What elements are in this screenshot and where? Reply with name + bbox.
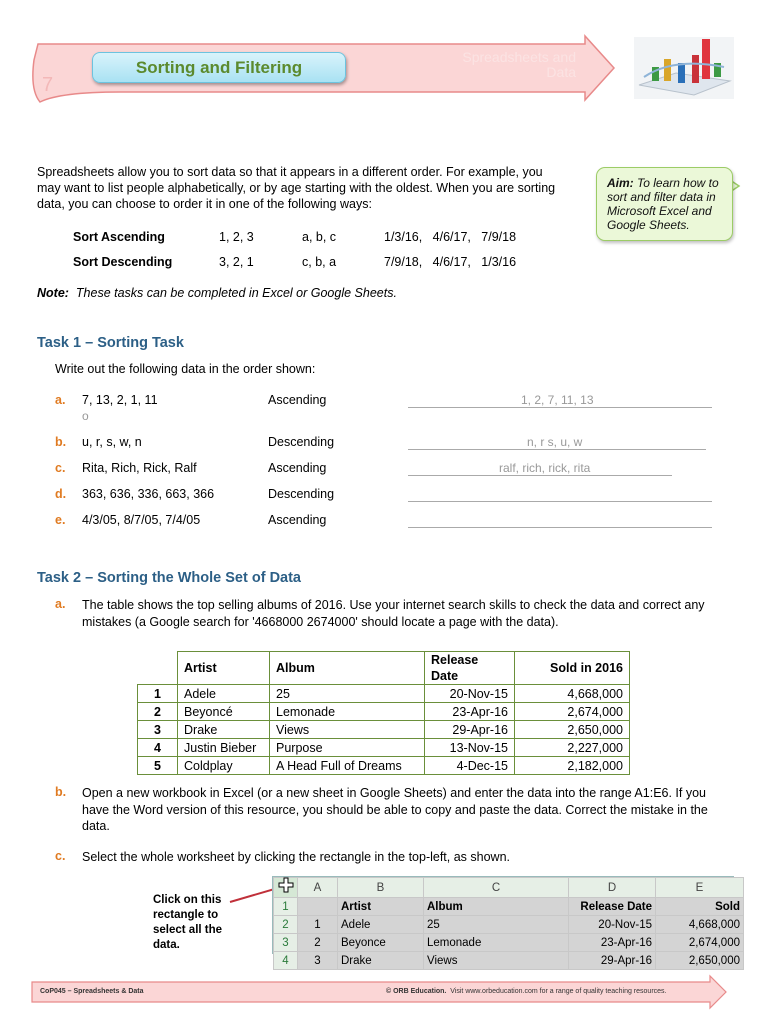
row-header[interactable]: 1 <box>274 898 298 916</box>
table-row <box>138 739 630 757</box>
item-data: 7, 13, 2, 1, 11 <box>82 393 158 407</box>
sort-numbers: 3, 2, 1 <box>219 255 254 269</box>
sheet-cell[interactable]: Lemonade <box>424 934 569 952</box>
sort-letters: a, b, c <box>302 230 337 244</box>
sheet-cell[interactable]: 1 <box>298 916 338 934</box>
row-header[interactable]: 3 <box>274 934 298 952</box>
item-order: Descending <box>268 487 335 501</box>
column-header[interactable]: E <box>656 878 744 898</box>
table-cell: 4,668,000 <box>515 685 630 703</box>
item-letter: a. <box>55 393 66 407</box>
sheet-cell[interactable]: Sold <box>656 898 744 916</box>
item-data: u, r, s, w, n <box>82 435 142 449</box>
footer-credit <box>386 988 667 995</box>
table-cell: Justin Bieber <box>178 739 270 757</box>
sheet-cell[interactable]: 2,674,000 <box>656 934 744 952</box>
table-header: Album <box>270 652 425 685</box>
table-cell: 3 <box>138 721 178 739</box>
table-cell: 29-Apr-16 <box>425 721 515 739</box>
item-letter: c. <box>55 461 66 475</box>
note-text: These tasks can be completed in Excel or Google Sheets. <box>75 286 397 300</box>
sort-dates: 7/9/18, 4/6/17, 1/3/16 <box>384 255 517 269</box>
table-cell: 13-Nov-15 <box>425 739 515 757</box>
item-answer: 1, 2, 7, 11, 13 <box>521 393 594 407</box>
table-row <box>138 685 630 703</box>
table-cell: Drake <box>178 721 270 739</box>
note-label: Note: <box>37 286 69 300</box>
table-cell: Purpose <box>270 739 425 757</box>
sheet-cell[interactable]: 4,668,000 <box>656 916 744 934</box>
header-subject-line1: Spreadsheets and <box>462 49 576 65</box>
sheet-row <box>274 898 744 916</box>
answer-line[interactable] <box>408 527 712 528</box>
item-order: Ascending <box>268 461 327 475</box>
row-header[interactable]: 2 <box>274 916 298 934</box>
note <box>37 286 397 300</box>
table-cell: 4 <box>138 739 178 757</box>
sheet-cell[interactable]: Views <box>424 952 569 970</box>
sheet-cell[interactable]: 23-Apr-16 <box>569 934 656 952</box>
sheet-cell[interactable]: 2,650,000 <box>656 952 744 970</box>
item-data: Rita, Rich, Rick, Ralf <box>82 461 197 475</box>
excel-screenshot <box>272 876 740 967</box>
table-corner <box>138 652 178 685</box>
header-subject-line2: Data <box>546 64 576 80</box>
3d-bar-chart-icon <box>634 37 734 99</box>
sort-dates: 1/3/16, 4/6/17, 7/9/18 <box>384 230 517 244</box>
table-row <box>138 703 630 721</box>
table-cell: Adele <box>178 685 270 703</box>
select-all-corner[interactable] <box>274 878 298 898</box>
answer-line[interactable] <box>408 501 712 502</box>
table-header: Artist <box>178 652 270 685</box>
item-data: 363, 636, 336, 663, 366 <box>82 487 215 501</box>
sheet-cell[interactable] <box>298 898 338 916</box>
item-data: 4/3/05, 8/7/05, 7/4/05 <box>82 513 201 527</box>
table-row <box>138 757 630 775</box>
task2-heading: Task 2 – Sorting the Whole Set of Data <box>37 570 301 586</box>
chapter-number: 7 <box>42 74 54 96</box>
footer-credit-text: Visit www.orbeducation.com for a range of quality teaching resources. <box>450 988 667 995</box>
sort-numbers: 1, 2, 3 <box>219 230 254 244</box>
table-cell: 2,227,000 <box>515 739 630 757</box>
sort-label: Sort Descending <box>73 255 173 269</box>
sheet-cell[interactable]: Release Date <box>569 898 656 916</box>
footer-code: CoP045 – Spreadsheets & Data <box>40 988 144 995</box>
sheet-cell[interactable]: Drake <box>338 952 424 970</box>
table-cell: Lemonade <box>270 703 425 721</box>
task2-item-text: Open a new workbook in Excel (or a new sheet in Google Sheets) and enter the data into the range A1:E6. If you have the Word version of this resource, you should be able to copy and paste the data. Correct the mistake in the data. <box>82 786 708 833</box>
albums-table <box>137 651 630 775</box>
sheet-cell[interactable]: Beyonce <box>338 934 424 952</box>
column-header[interactable]: D <box>569 878 656 898</box>
table-cell: 2 <box>138 703 178 721</box>
table-header: Sold in 2016 <box>515 652 630 685</box>
item-letter: d. <box>55 487 67 501</box>
table-cell: 20-Nov-15 <box>425 685 515 703</box>
answer-line[interactable] <box>408 407 712 408</box>
sheet-cell[interactable]: 29-Apr-16 <box>569 952 656 970</box>
sheet-row <box>274 934 744 952</box>
column-header[interactable]: A <box>298 878 338 898</box>
sheet-cell[interactable]: 20-Nov-15 <box>569 916 656 934</box>
footer-brand: © ORB Education. <box>386 988 447 995</box>
table-cell: 5 <box>138 757 178 775</box>
item-order: Descending <box>268 435 335 449</box>
intro-paragraph: Spreadsheets allow you to sort data so that it appears in a different order. For example, you may want to list people alphabetically, or by age starting with the oldest. When you are sorting data, you can choose to order it in one of the following ways: <box>37 165 556 211</box>
select-all-callout: Click on this rectangle to select all the data. <box>153 894 223 951</box>
table-cell: Beyoncé <box>178 703 270 721</box>
item-order: Ascending <box>268 393 327 407</box>
table-cell: 25 <box>270 685 425 703</box>
item-answer: n, r s, u, w <box>527 435 583 449</box>
item-letter: e. <box>55 513 66 527</box>
sheet-row <box>274 916 744 934</box>
table-cell: 2,650,000 <box>515 721 630 739</box>
sheet-cell[interactable]: 2 <box>298 934 338 952</box>
column-header[interactable]: C <box>424 878 569 898</box>
item-order: Ascending <box>268 513 327 527</box>
task2-item-letter: a. <box>55 597 66 611</box>
header-subject <box>420 50 576 80</box>
aim-label: Aim: <box>607 176 634 190</box>
task1-heading: Task 1 – Sorting Task <box>37 335 184 351</box>
task2-item-letter: c. <box>55 849 66 863</box>
table-cell: 1 <box>138 685 178 703</box>
row-header[interactable]: 4 <box>274 952 298 970</box>
table-row <box>138 721 630 739</box>
table-cell: 2,182,000 <box>515 757 630 775</box>
sheet-cell[interactable]: Adele <box>338 916 424 934</box>
crosshair-cursor-icon <box>279 878 293 892</box>
task1-instruction: Write out the following data in the order shown: <box>55 362 316 376</box>
answer-line[interactable] <box>408 475 672 476</box>
column-header[interactable]: B <box>338 878 424 898</box>
task2-item-letter: b. <box>55 785 67 799</box>
table-cell: 2,674,000 <box>515 703 630 721</box>
item-answer: ralf, rich, rick, rita <box>499 461 591 475</box>
sheet-cell[interactable]: Album <box>424 898 569 916</box>
task2-item-text: The table shows the top selling albums of 2016. Use your internet search skills to check the data and correct any mistakes (a Google search for '4668000 2674000' should locate a page with the data). <box>82 598 705 629</box>
table-cell: Views <box>270 721 425 739</box>
item-extra: o <box>82 409 89 423</box>
aim-text: To learn how to sort and filter data in Microsoft Excel and Google Sheets. <box>607 176 719 232</box>
sheet-cell[interactable]: 3 <box>298 952 338 970</box>
sheet-cell[interactable]: Artist <box>338 898 424 916</box>
table-cell: 23-Apr-16 <box>425 703 515 721</box>
table-cell: 4-Dec-15 <box>425 757 515 775</box>
table-header: Release Date <box>425 652 515 685</box>
sort-letters: c, b, a <box>302 255 337 269</box>
sort-label: Sort Ascending <box>73 230 165 244</box>
table-cell: Coldplay <box>178 757 270 775</box>
answer-line[interactable] <box>408 449 706 450</box>
aim-box <box>596 167 733 241</box>
page-title: Sorting and Filtering <box>92 52 346 83</box>
item-letter: b. <box>55 435 67 449</box>
task2-item-text: Select the whole worksheet by clicking the rectangle in the top-left, as shown. <box>82 850 511 864</box>
table-cell: A Head Full of Dreams <box>270 757 425 775</box>
sheet-row <box>274 952 744 970</box>
sheet-cell[interactable]: 25 <box>424 916 569 934</box>
